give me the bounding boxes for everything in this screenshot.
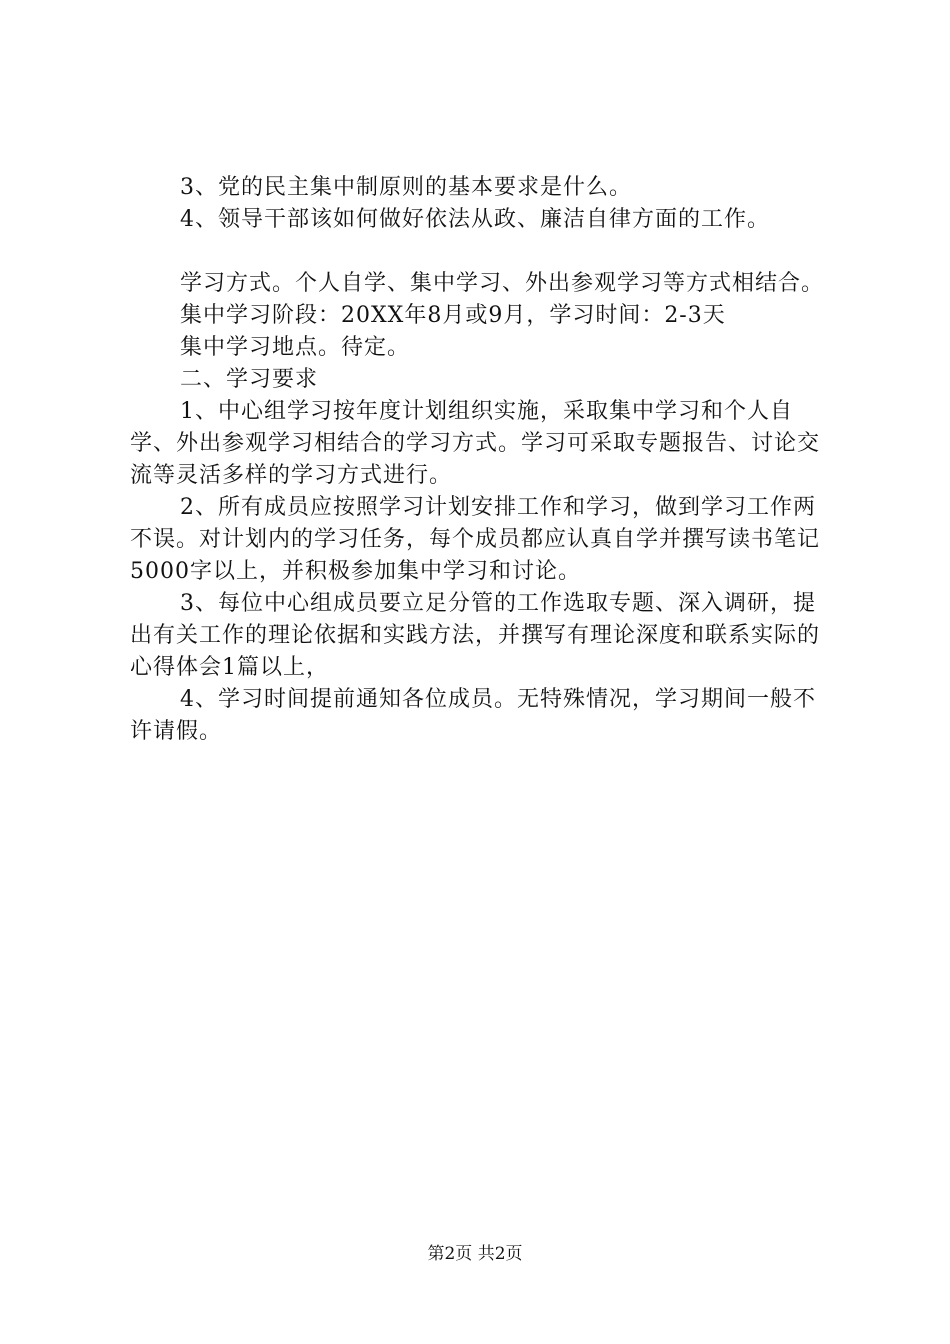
paragraph-requirement-4: 4、学习时间提前通知各位成员。无特殊情况，学习期间一般不许请假。 bbox=[130, 687, 816, 744]
paragraph-study-period: 集中学习阶段：20XX年8月或9月，学习时间：2-3天 bbox=[180, 303, 726, 328]
paragraph-study-method: 学习方式。个人自学、集中学习、外出参观学习等方式相结合。 bbox=[180, 271, 825, 296]
page-footer bbox=[0, 1243, 950, 1265]
paragraph-study-location: 集中学习地点。待定。 bbox=[180, 335, 411, 360]
paragraph-question-3: 3、党的民主集中制原则的基本要求是什么。 bbox=[180, 175, 632, 200]
document-body bbox=[130, 172, 830, 748]
paragraph-question-4: 4、领导干部该如何做好依法从政、廉洁自律方面的工作。 bbox=[180, 207, 770, 232]
paragraph-requirement-3: 3、每位中心组成员要立足分管的工作选取专题、深入调研，提出有关工作的理论依据和实践方法，并撰写有理论深度和联系实际的心得体会1篇以上， bbox=[130, 591, 821, 680]
paragraph-requirement-2: 2、所有成员应按照学习计划安排工作和学习，做到学习工作两不误。对计划内的学习任务，每个成员都应认真自学并撰写读书笔记5000字以上，并积极参加集中学习和讨论。 bbox=[130, 495, 821, 584]
page-number-label: 第2页 共2页 bbox=[427, 1244, 523, 1264]
paragraph-spacer bbox=[130, 236, 830, 268]
paragraph-requirement-1: 1、中心组学习按年度计划组织实施，采取集中学习和个人自学、外出参观学习相结合的学习方式。学习可采取专题报告、讨论交流等灵活多样的学习方式进行。 bbox=[130, 399, 821, 488]
section-heading-requirements: 二、学习要求 bbox=[180, 367, 319, 392]
